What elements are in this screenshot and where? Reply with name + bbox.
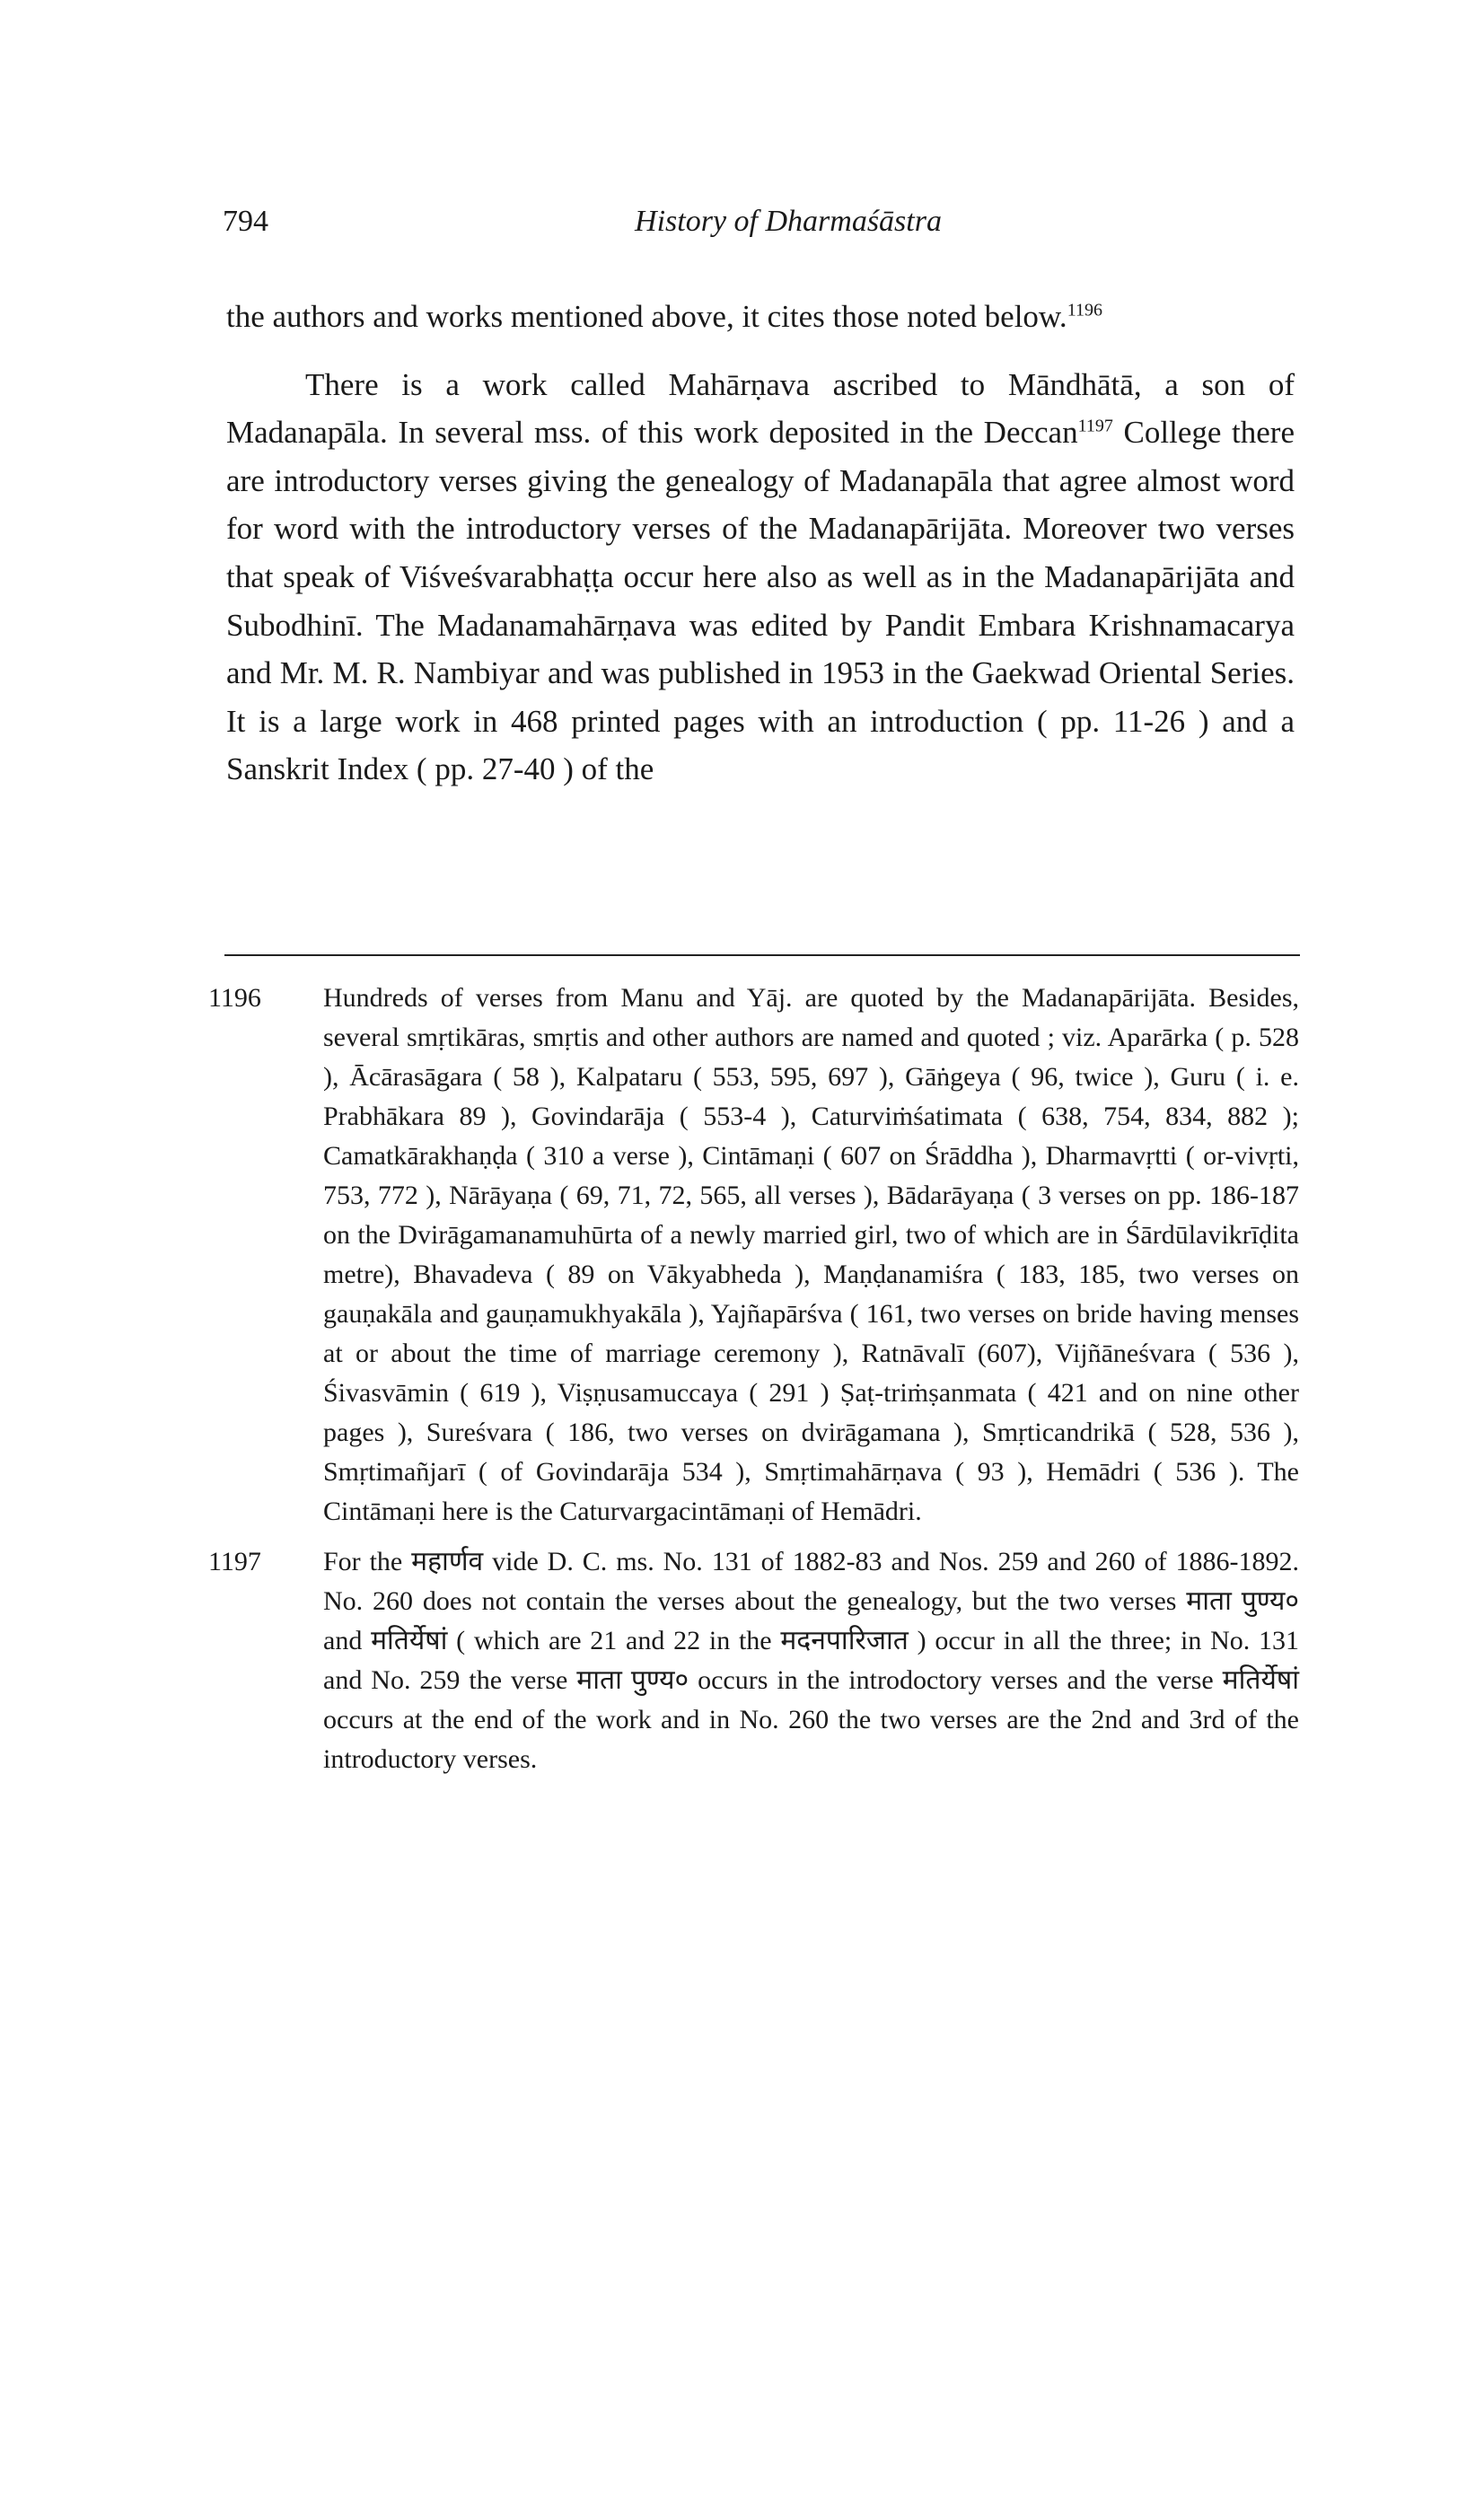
footnote-1196 — [208, 979, 1299, 1532]
footnote-divider — [224, 954, 1300, 956]
page-number: 794 — [223, 205, 268, 238]
paragraph-2 — [226, 361, 1295, 794]
footnotes — [208, 979, 1299, 1783]
paragraph-2-text-a: There is a work called Mahārṇava ascribed to Māndhātā, a son of Madanapāla. In several mss. of this work deposited in the Deccan — [226, 366, 1295, 451]
running-title: History of Dharmaśāstra — [635, 205, 942, 238]
footnote-ref-1197: 1197 — [1077, 416, 1113, 436]
footnote-ref-1196: 1196 — [1067, 300, 1102, 320]
paragraph-1 — [226, 293, 1295, 341]
footnote-text: Hundreds of verses from Manu and Yāj. are quoted by the Madanapārijāta. Besides, several smṛtikāras, smṛtis and other authors are named and quoted ; viz. Aparārka ( p. 528 ), Ācārasāgara ( 58 ), Kalpataru ( 553, 595, 697 ), Gāṅgeya ( 96, twice ), Guru ( i. e. Prabhākara 89 ), Govindarāja ( 553-4 ), Caturviṁśatimata ( 638, 754, 834, 882 ); Camatkārakhaṇḍa ( 310 a verse ), Cintāmaṇi ( 607 on Śrāddha ), Dharmavṛtti ( or-vivṛti, 753, 772 ), Nārāyaṇa ( 69, 71, 72, 565, all verses ), Bādarāyaṇa ( 3 verses on pp. 186-187 on the Dvirāgamanamuhūrta of a newly married girl, two of which are in Śārdūlavikrīḍita metre), Bhavadeva ( 89 on Vākyabheda ), Maṇḍanamiśra ( 183, 185, two verses on gauṇakāla and gauṇamukhyakāla ), Yajñapārśva ( 161, two verses on bride having menses at or about the time of marriage ceremony ), Ratnāvalī (607), Vijñāneśvara ( 536 ), Śivasvāmin ( 619 ), Viṣṇusamuccaya ( 291 ) Ṣaṭ-triṁṣanmata ( 421 and on nine other pages ), Sureśvara ( 186, two verses on dvirāgamana ), Smṛticandrikā ( 528, 536 ), Smṛtimañjarī ( of Govindarāja 534 ), Smṛtimahārṇava ( 93 ), Hemādri ( 536 ). The Cintāmaṇi here is the Caturvargacintāmaṇi of Hemādri. — [323, 983, 1299, 1526]
paragraph-1-text: the authors and works mentioned above, it cites those noted below. — [226, 299, 1067, 334]
page-header — [223, 205, 1300, 250]
footnote-number: 1196 — [208, 983, 261, 1013]
main-text — [226, 293, 1295, 794]
paragraph-2-text-b: College there are introductory verses giving the genealogy of Madanapāla that agree almost word for word with the introductory verses of the Madanapārijāta. Moreover two verses that speak of Viśveśvarabhaṭṭa occur here also as well as in the Madanapārijāta and Subodhinī. The Madanamahārṇava was edited by Pandit Embara Krishnamacarya and Mr. M. R. Nambiyar and was published in 1953 in the Gaekwad Oriental Series. It is a large work in 468 printed pages with an introduction ( pp. 11-26 ) and a Sanskrit Index ( pp. 27-40 ) of the — [226, 415, 1295, 787]
footnote-1197 — [208, 1542, 1299, 1779]
footnote-number: 1197 — [208, 1547, 261, 1576]
footnote-text: For the महार्णव vide D. C. ms. No. 131 of 1882-83 and Nos. 259 and 260 of 1886-1892. No. 260 does not contain the verses about the genealogy, but the two verses माता पुण्य० and मतिर्येषां ( which are 21 and 22 in the मदनपारिजात ) occur in all the three; in No. 131 and No. 259 the verse माता पुण्य० occurs in the introdoctory verses and the verse मतिर्येषां occurs at the end of the work and in No. 260 the two verses are the 2nd and 3rd of the introductory verses. — [323, 1547, 1299, 1774]
